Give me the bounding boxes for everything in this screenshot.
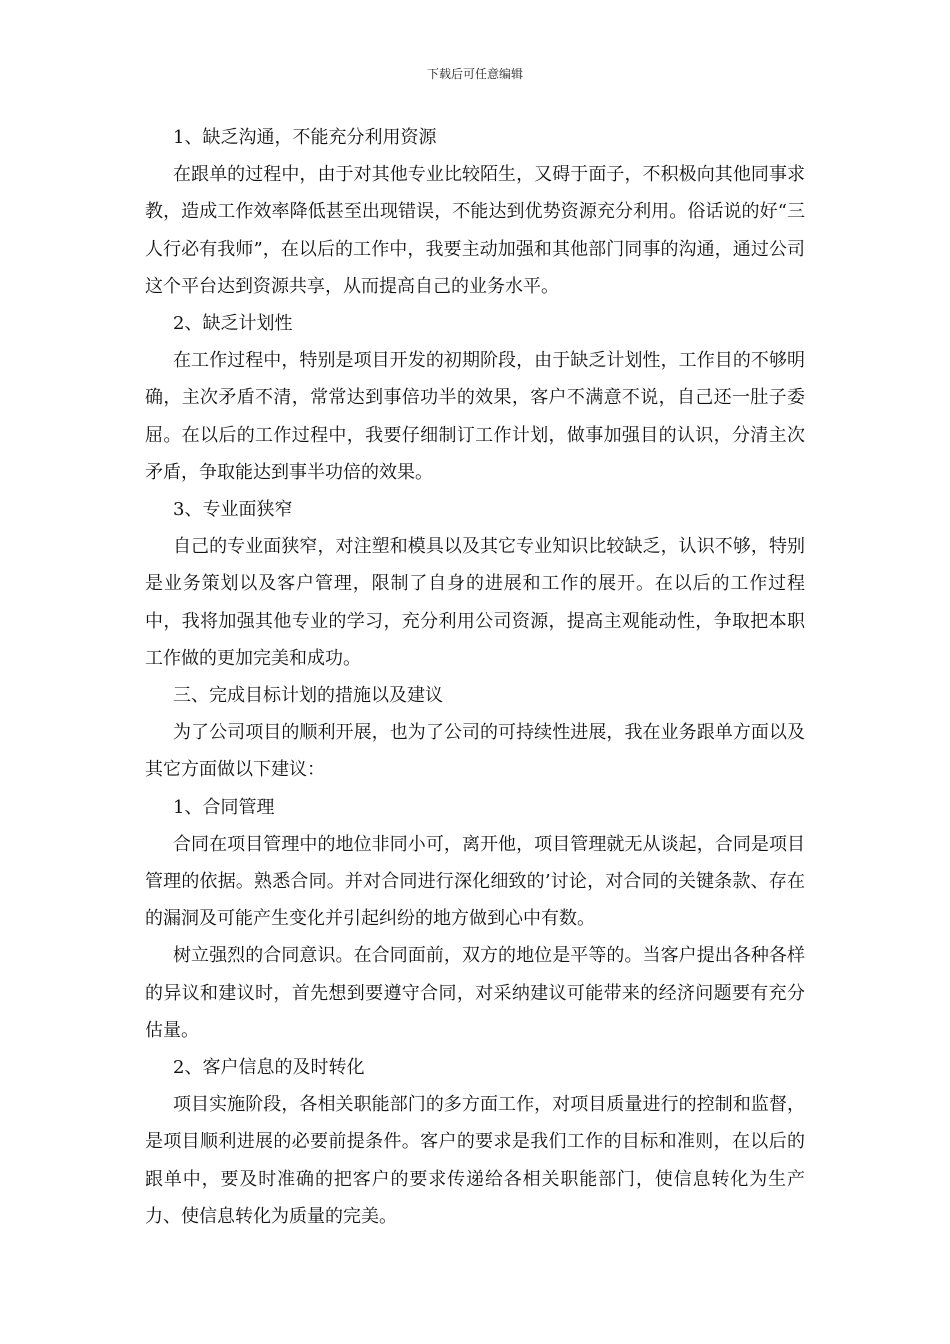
page-header: 下载后可任意编辑: [426, 67, 523, 81]
section-heading: 3、专业面狭窄: [173, 499, 293, 521]
body-paragraph: 在工作过程中，特别是项目开发的初期阶段，由于缺乏计划性，工作目的不够明确，主次矛盾不清，常常达到事倍功半的效果，客户不满意不说，自己还一肚子委屈。在以后的工作过程中，我要仔细制订工作计划，做事加强目的认识，分清主次矛盾，争取能达到事半功倍的效果。: [145, 350, 805, 483]
body-paragraph: 为了公司项目的顺利开展，也为了公司的可持续性进展，我在业务跟单方面以及其它方面做以下建议：: [145, 722, 805, 781]
document-body: [145, 119, 805, 1235]
body-paragraph: 树立强烈的合同意识。在合同面前，双方的地位是平等的。当客户提出各种各样的异议和建议时，首先想到要遵守合同，对采纳建议可能带来的经济问题要有充分估量。: [145, 945, 805, 1041]
body-paragraph: 在跟单的过程中，由于对其他专业比较陌生，又碍于面子，不积极向其他同事求教，造成工作效率降低甚至出现错误，不能达到优势资源充分利用。俗话说的好“三人行必有我师”，在以后的工作中，我要主动加强和其他部门同事的沟通，通过公司这个平台达到资源共享，从而提高自己的业务水平。: [145, 164, 805, 297]
body-paragraph: 自己的专业面狭窄，对注塑和模具以及其它专业知识比较缺乏，认识不够，特别是业务策划以及客户管理，限制了自身的进展和工作的展开。在以后的工作过程中，我将加强其他专业的学习，充分利用公司资源，提高主观能动性，争取把本职工作做的更加完美和成功。: [145, 536, 805, 669]
section-heading: 1、缺乏沟通，不能充分利用资源: [173, 127, 437, 148]
body-paragraph: 合同在项目管理中的地位非同小可，离开他，项目管理就无从谈起，合同是项目管理的依据。熟悉合同。并对合同进行深化细致的’讨论，对合同的关键条款、存在的漏洞及可能产生变化并引起纠纷的地方做到心中有数。: [145, 833, 805, 930]
body-paragraph: 项目实施阶段，各相关职能部门的多方面工作，对项目质量进行的控制和监督，是项目顺利进展的必要前提条件。客户的要求是我们工作的目标和准则，在以后的跟单中，要及时准确的把客户的要求传递给各相关职能部门，使信息转化为生产力、使信息转化为质量的完美。: [145, 1094, 805, 1227]
chapter-heading: 三、完成目标计划的措施以及建议: [173, 685, 443, 707]
section-heading: 1、合同管理: [173, 796, 275, 818]
section-heading: 2、客户信息的及时转化: [173, 1057, 365, 1079]
section-heading: 2、缺乏计划性: [173, 313, 293, 335]
